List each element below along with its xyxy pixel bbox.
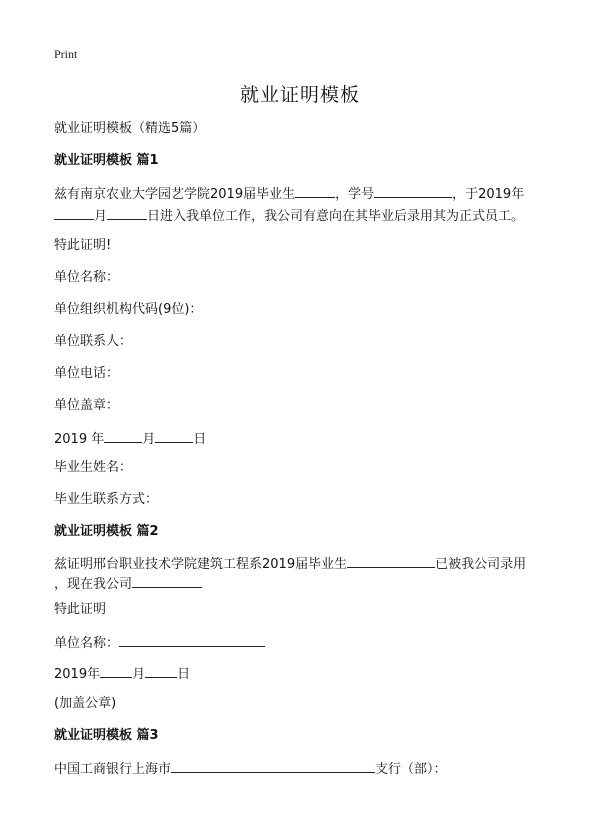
print-link[interactable]: Print (54, 47, 78, 61)
blank-month (104, 428, 142, 443)
text: 支行（部）： (375, 762, 447, 777)
blank-student-id (374, 183, 452, 198)
text: 中国工商银行上海市 (54, 762, 172, 777)
text: 兹有南京农业大学园艺学院2019届毕业生 (54, 187, 296, 202)
section1-unit-contact: 单位联系人： (54, 334, 133, 349)
section2-paragraph-line2 (54, 573, 202, 594)
page-title: 就业证明模板 (239, 84, 360, 106)
section1-unit-phone: 单位电话： (54, 366, 120, 381)
section2-paragraph-line1 (54, 553, 526, 574)
section1-unit-code: 单位组织机构代码(9位)： (54, 302, 203, 317)
blank-day (145, 663, 177, 678)
blank-day (107, 205, 147, 220)
section1-date (54, 428, 206, 449)
text: 月 (142, 432, 156, 447)
section3-heading: 就业证明模板 篇3 (54, 728, 159, 743)
text: 已被我公司录用 (435, 557, 527, 572)
section3-paragraph (54, 758, 447, 779)
section2-seal: (加盖公章) (54, 696, 117, 711)
blank-month (100, 663, 132, 678)
text: 日 (177, 667, 191, 682)
blank-name (295, 183, 335, 198)
text: 2019 年 (54, 432, 105, 447)
text: 日 (193, 432, 207, 447)
section2-date (54, 663, 190, 684)
section1-cert: 特此证明! (54, 238, 112, 253)
blank-position (132, 573, 202, 588)
text: 2019年 (54, 667, 101, 682)
blank-day (155, 428, 193, 443)
section2-unit-name (54, 632, 265, 653)
text: ，于2019年 (452, 187, 525, 202)
blank-name (347, 553, 435, 568)
section1-paragraph-line2 (54, 205, 524, 226)
text: 月 (132, 667, 146, 682)
section2-cert: 特此证明 (54, 602, 107, 617)
blank-unit-name (119, 632, 265, 647)
text: 单位名称： (54, 636, 120, 651)
text: 月 (94, 209, 108, 224)
section2-heading: 就业证明模板 篇2 (54, 524, 159, 539)
section1-unit-seal: 单位盖章： (54, 398, 120, 413)
section1-grad-name: 毕业生姓名： (54, 460, 133, 475)
blank-branch (171, 758, 375, 773)
blank-month (54, 205, 94, 220)
section1-unit-name: 单位名称： (54, 270, 120, 285)
text: 兹证明邢台职业技术学院建筑工程系2019届毕业生 (54, 557, 348, 572)
subtitle: 就业证明模板（精选5篇） (54, 121, 206, 136)
text: ，学号 (335, 187, 375, 202)
text: ，现在我公司 (54, 577, 133, 592)
section1-heading: 就业证明模板 篇1 (54, 153, 159, 168)
section1-paragraph-line1 (54, 183, 524, 204)
text: 日进入我单位工作，我公司有意向在其毕业后录用其为正式员工。 (147, 209, 525, 224)
section1-grad-contact: 毕业生联系方式： (54, 492, 159, 507)
